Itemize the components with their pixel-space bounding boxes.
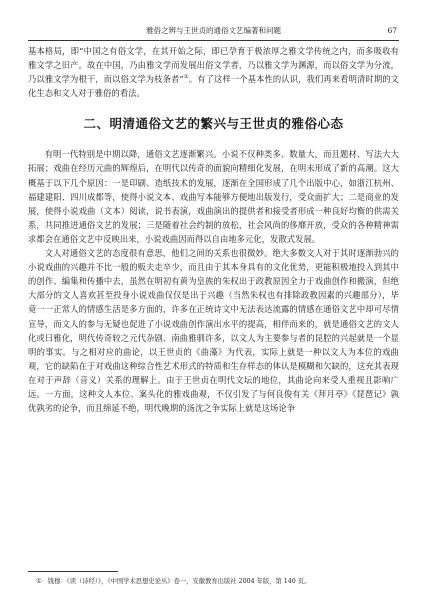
body-paragraph-2: 文人对通俗文艺的态度很有意思，他们之间的关系也很微妙。绝大多数文人对于其时逐渐勃兴的小说戏曲的兴趣并不比一般的贩夫走卒少，而且由于其本身具有的文化优势，更能积极地投入到其中的创作、编集和传播中去，虽然在明初有黄为皇族的朱权出于政教原因全力于戏曲创作和搬演，但绝大部分的文人喜欢甚至投身小说戏曲仅仅是出于兴趣（当然朱权也有排除政教因素的兴趣部分），毕竟一一正常人的情感生活是多方面的，许多在正统诗文中无法表达流露的情感在通俗文艺中却可尽情宣导，而文人的参与无疑也促进了小说戏曲创作演出水平的提高，相伴而来的，就是通俗文艺的文人化或曰雅化，明代传奇较之元代杂剧、南曲雅驯许多，以文人为主要参与者的昆腔的兴起就是一个显明的事实。与之相对应的曲论，以王世贞的《曲藻》为代表，实际上就是一种以文人为本位的戏曲观，它的缺陷在于对戏曲这种综合性艺术形式的特质和生存样态的体认是模糊和欠缺的，这充其表现在对于声辞（音义）关系的理解上。由于王世贞在明代文坛的地位，其曲论向来受人重视且影响广远。一方面，这种文人本位、案头化的雅戏曲观，不仅引发了与何良俊有关《拜月亭》《琵琶记》孰优孰劣的论争，而且绵延不绝，明代晚期的汤沈之争实际上就是这场论争 <box>28 248 399 414</box>
running-head <box>28 24 399 38</box>
section-heading: 二、明清通俗文艺的繁兴与王世贞的雅俗心态 <box>83 116 344 132</box>
page-number: 67 <box>387 26 397 35</box>
header-rule <box>28 40 399 41</box>
footnote-rule <box>28 571 118 572</box>
intro-lead: 基本格局，即“中国之有俗文学，在其开始之际，即已孕育于极浓厚之雅文学传统之内，而多吸收有雅文学之旧产。故在中国，乃由雅文学而发展出俗文学者，乃以雅文学为渊源，而以俗文学为分流，乃以雅文学为根干，而以俗文学为枝条者” <box>28 46 399 85</box>
intro-paragraph <box>28 44 399 100</box>
body-paragraph-1: 有明一代特别是中期以降，通俗文艺逐渐繁兴。小说不仅种类多、数量大，而且题材、写法大大拓展；戏曲在经历元曲的辉煌后，在明代以传奇的面貌向精细化发展，在明末形成了新的高潮。这大概基于以下几个原因：一是印刷、造纸技术的发展，逐渐在全国形成了几个出版中心，如浙江杭州、福建建阳、四川成都等，使得小说文本、戏曲写本能够方便地出版发行，受众面扩大；二是商业的发展，使得小说戏曲（文本）阅读，说书表演，戏曲演出的提供者和接受者形成一种良好均衡的供需关系，共同推进通俗文艺的发展；三是随着社会约制的放松，社会风尚的侈靡开放，受众的各种精神需求都会在通俗文艺中反映出来，小说戏曲因而得以自由地多元化，发散式发展。 <box>28 149 399 244</box>
running-head-title: 雅俗之辨与王世贞的通俗文艺编著和问题 <box>146 26 281 35</box>
body-text <box>28 44 399 415</box>
footnote <box>36 577 399 587</box>
footnote-reference[interactable]: ① <box>183 74 189 81</box>
intro-tail: 。有了这样一个基本性的认识，我们再来看明清时期的文化生态和文人对于雅俗的看法。 <box>28 74 399 99</box>
footnote-text: 钱穆：《读（诗经）》，《中国学术思想史论丛》卷一，安徽教育出版社 2004 年版，第 140 页。 <box>47 578 311 585</box>
footnote-mark: ① <box>36 578 42 585</box>
